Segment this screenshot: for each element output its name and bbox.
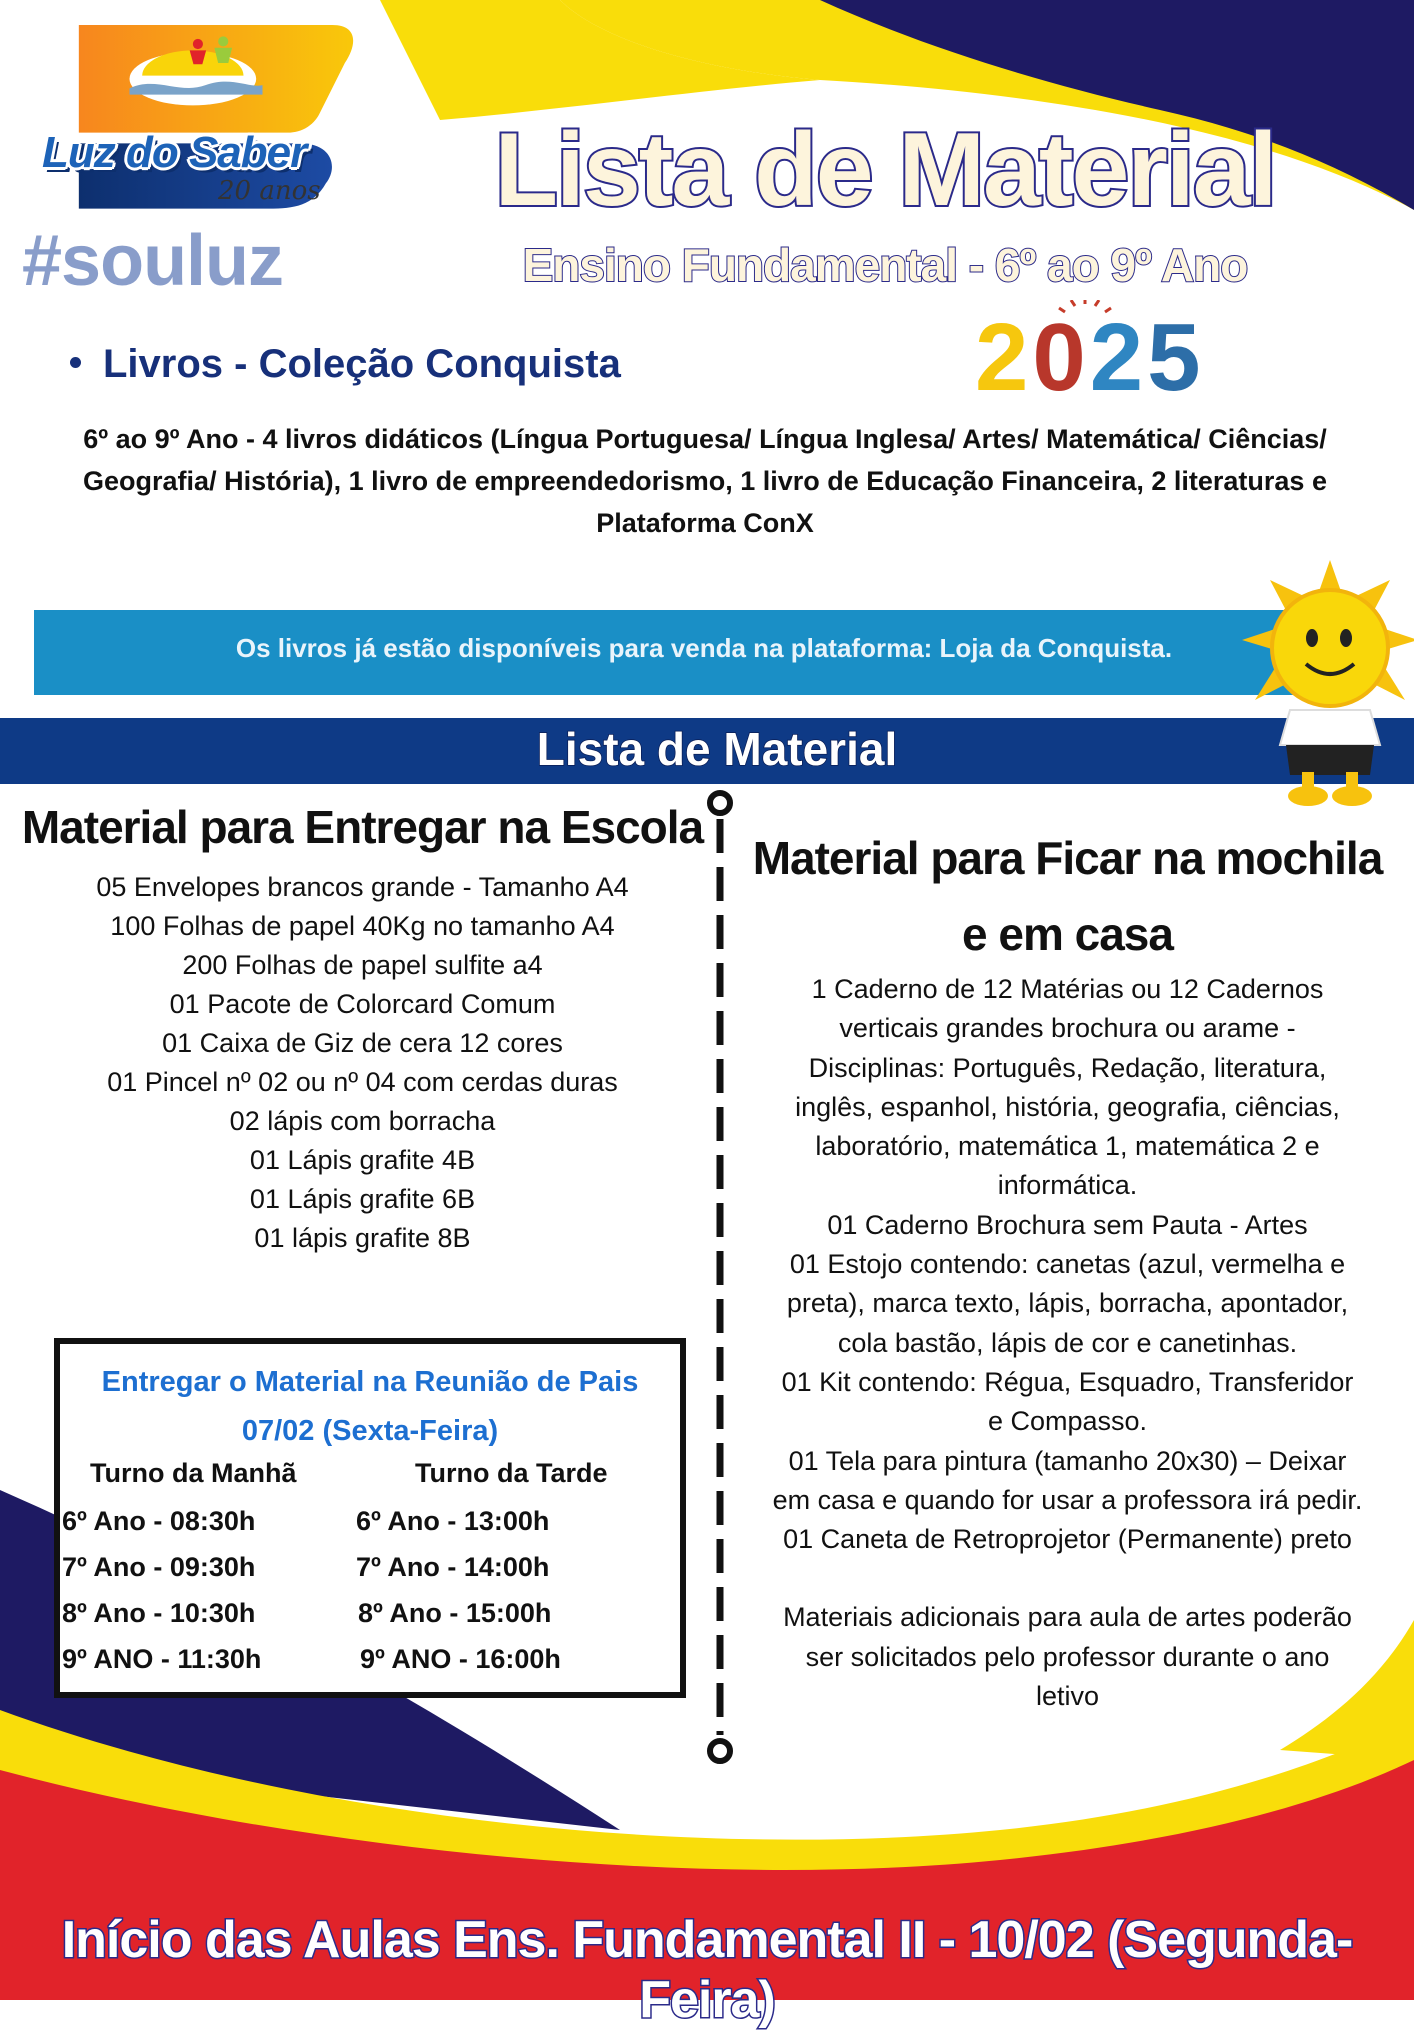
list-item: 01 Pincel nº 02 ou nº 04 com cerdas duras [107,1067,618,1097]
sale-banner-text: Os livros já estão disponíveis para venda na plataforma: Loja da Conquista. [235,633,1173,663]
year-digit-2b: 2 [1089,304,1148,400]
books-heading [70,342,621,387]
list-line: 01 Caneta de Retroprojetor (Permanente) preto [783,1524,1352,1555]
list-item: 02 lápis com borracha [229,1106,496,1136]
morning-slot: 9º ANO - 11:30h [62,1644,262,1674]
list-line: informática. [997,1170,1138,1201]
list-line: e Compasso. [987,1406,1148,1437]
home-column-title: Material para Ficar na mochila e em casa [752,832,1383,960]
list-band-title: Lista de Material [536,723,898,775]
logo-name: Luz do Saber [42,128,307,177]
morning-slot: 6º Ano - 08:30h [62,1506,256,1536]
list-item: 01 Lápis grafite 6B [249,1184,476,1214]
svg-text:2025 [975,304,1205,400]
year-graphic [975,300,1265,400]
schedule-title [60,1358,680,1456]
home-materials-list [745,970,1390,1716]
list-line: 01 Tela para pintura (tamanho 20x30) – Deixar [788,1445,1347,1476]
list-line: preta), marca texto, lápis, borracha, apontador, [786,1288,1349,1319]
hashtag-text: #souluz [22,221,284,301]
list-line: em casa e quando for usar a professora irá pedir. [772,1484,1363,1515]
page-title: Lista de Material [494,112,1276,228]
year-digit-0: 0 [1032,304,1090,400]
list-item: 05 Envelopes brancos grande - Tamanho A4 [96,872,629,902]
list-line: 01 Estojo contendo: canetas (azul, vermelha e [789,1249,1346,1280]
logo-background [0,25,430,215]
afternoon-slot: 7º Ano - 14:00h [356,1552,550,1582]
school-column-title: Material para Entregar na Escola [21,801,704,853]
sun-mascot-icon [1240,560,1414,810]
list-line: laboratório, matemática 1, matemática 2 e [815,1131,1320,1162]
afternoon-slot: 8º Ano - 15:00h [358,1598,552,1628]
morning-slot: 8º Ano - 10:30h [62,1598,256,1628]
logo-years: 20 anos [218,176,321,206]
school-materials-list [20,868,705,1258]
books-heading-text: Livros - Coleção Conquista [103,342,621,386]
afternoon-slot: 6º Ano - 13:00h [356,1506,550,1536]
page-subtitle: Ensino Fundamental - 6º ao 9º Ano [522,239,1248,291]
year-digit-5: 5 [1147,304,1205,400]
list-item: 01 Caixa de Giz de cera 12 cores [162,1028,563,1058]
books-description: 6º ao 9º Ano - 4 livros didáticos (Língua Portuguesa/ Língua Inglesa/ Artes/ Matemática/ Ciências/ Geografia/ História), 1 livro de empreendedorismo, 1 livro de Educação Financeira, 2 literaturas e Plataforma ConX [83,424,1327,538]
list-line: cola bastão, lápis de cor e canetinhas. [837,1327,1298,1358]
footer-start-date: Início das Aulas Ens. Fundamental II - 10/02 (Segunda-Feira) [61,1911,1353,2029]
afternoon-slot: 9º ANO - 16:00h [360,1644,561,1674]
list-item: 01 Pacote de Colorcard Comum [169,989,556,1019]
column-divider [700,785,740,1770]
afternoon-heading: Turno da Tarde [415,1458,608,1488]
list-line: inglês, espanhol, história, geografia, ciências, [795,1091,1340,1122]
list-line: letivo [1035,1681,1100,1712]
list-line: 1 Caderno de 12 Matérias ou 12 Cadernos [811,974,1324,1004]
list-line: Disciplinas: Português, Redação, literatura, [808,1052,1327,1083]
schedule-date: 07/02 (Sexta-Feira) [241,1415,499,1447]
morning-slot: 7º Ano - 09:30h [62,1552,256,1582]
list-item: 01 lápis grafite 8B [254,1223,471,1253]
list-line: 01 Caderno Brochura sem Pauta - Artes [827,1209,1308,1240]
list-line: Materiais adicionais para aula de artes poderão [783,1602,1352,1633]
year-digit-2: 2 [975,304,1033,400]
bullet-icon [70,357,81,368]
list-line [745,1559,1390,1598]
morning-heading: Turno da Manhã [90,1458,297,1488]
list-line: verticais grandes brochura ou arame - [839,1013,1296,1044]
list-line: ser solicitados pelo professor durante o ano [805,1641,1330,1672]
list-item: 01 Lápis grafite 4B [249,1145,476,1175]
list-item: 200 Folhas de papel sulfite a4 [182,950,543,980]
list-item: 100 Folhas de papel 40Kg no tamanho A4 [110,911,615,941]
schedule-title-line1: Entregar o Material na Reunião de Pais [101,1366,639,1398]
list-line: 01 Kit contendo: Régua, Esquadro, Transferidor [781,1366,1354,1397]
